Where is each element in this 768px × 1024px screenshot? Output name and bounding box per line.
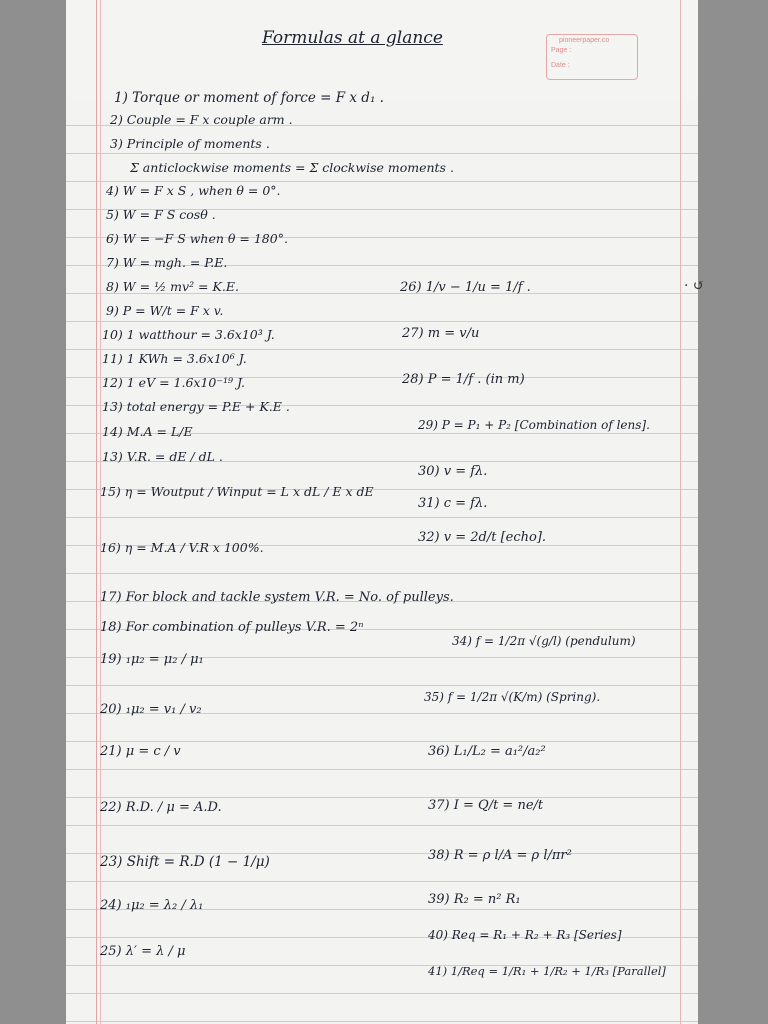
formula-left: 13) total energy = P.E + K.E . [102,399,290,414]
formula-left: 19) ₁μ₂ = μ₂ / μ₁ [100,652,204,667]
brand-box [546,34,638,80]
formula-left: 25) λ′ = λ / μ [100,944,186,959]
formula-right: 28) P = 1/f . (in m) [402,372,525,387]
formula-left: 12) 1 eV = 1.6x10⁻¹⁹ J. [102,375,245,390]
brand-name: pioneerpaper.co [559,37,610,44]
notebook-page [66,0,698,1024]
formula-right: 30) v = fλ. [418,464,488,479]
formula-right: 27) m = v/u [402,326,480,341]
formula-left: 10) 1 watthour = 3.6x10³ J. [102,327,275,342]
formula-left: 21) μ = c / v [100,744,181,759]
page-label: Page : [551,47,572,54]
page-edge-mark: · ↺ [684,278,705,294]
formula-left: 3) Principle of moments . [110,136,270,151]
date-label: Date : [551,62,570,69]
formula-right: 38) R = ρ l/A = ρ l/πr² [428,848,572,863]
formula-left: 2) Couple = F x couple arm . [110,112,293,127]
formula-left: 17) For block and tackle system V.R. = No. of pulleys. [100,590,454,605]
formula-left: 7) W = mgh. = P.E. [106,255,228,270]
right-margin-line [680,0,681,1024]
formula-left: 6) W = −F S when θ = 180°. [106,231,288,246]
formula-right: 26) 1/v − 1/u = 1/f . [400,280,531,295]
formula-left: 22) R.D. / μ = A.D. [100,800,222,815]
formula-right: 41) 1/Req = 1/R₁ + 1/R₂ + 1/R₃ [Parallel] [428,964,666,978]
formula-right: 32) v = 2d/t [echo]. [418,530,547,545]
formula-right: 29) P = P₁ + P₂ [Combination of lens]. [418,418,650,432]
formula-left: 24) ₁μ₂ = λ₂ / λ₁ [100,898,204,913]
formula-left: 8) W = ½ mv² = K.E. [106,279,239,294]
formula-right: 39) R₂ = n² R₁ [428,892,521,907]
formula-left: 18) For combination of pulleys V.R. = 2ⁿ [100,620,364,635]
formula-left: 13) V.R. = dE / dL . [102,449,223,464]
margin-line [96,0,97,1024]
formula-left: 15) η = Woutput / Winput = L x dL / E x dE [100,484,374,499]
formula-right: 34) f = 1/2π √(g/l) (pendulum) [452,634,636,648]
formula-right: 37) I = Q/t = ne/t [428,798,544,813]
formula-right: 35) f = 1/2π √(K/m) (Spring). [424,690,601,704]
formula-left: Σ anticlockwise moments = Σ clockwise moments . [130,160,454,175]
page-title: Formulas at a glance [262,28,443,48]
formula-left: 23) Shift = R.D (1 − 1/μ) [100,854,270,870]
formula-right: 36) L₁/L₂ = a₁²/a₂² [428,744,546,759]
formula-left: 14) M.A = L/E [102,424,193,439]
formula-left: 5) W = F S cosθ . [106,207,216,222]
formula-left: 1) Torque or moment of force = F x d₁ . [114,90,384,106]
formula-left: 9) P = W/t = F x v. [106,303,224,318]
formula-left: 11) 1 KWh = 3.6x10⁶ J. [102,351,247,366]
margin-line-inner [100,0,101,1024]
formula-left: 20) ₁μ₂ = v₁ / v₂ [100,702,202,717]
formula-left: 16) η = M.A / V.R x 100%. [100,540,264,555]
formula-left: 4) W = F x S , when θ = 0°. [106,183,281,198]
formula-right: 31) c = fλ. [418,496,488,511]
formula-right: 40) Req = R₁ + R₂ + R₃ [Series] [428,928,622,942]
